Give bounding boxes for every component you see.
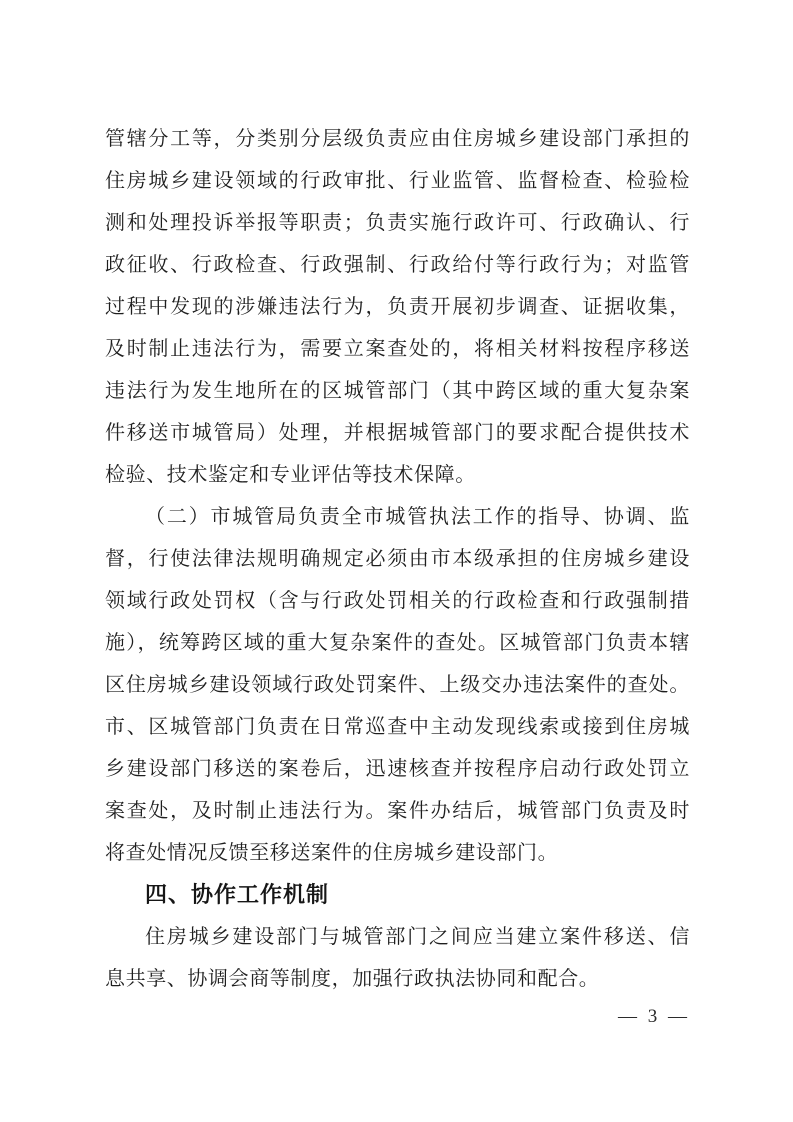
document-line: 过程中发现的涉嫌违法行为，负责开展初步调查、证据收集， xyxy=(105,296,690,318)
paragraph-cooperation-mechanism xyxy=(105,916,690,1000)
document-line: 检验、技术鉴定和专业评估等技术保障。 xyxy=(105,464,476,486)
document-line: 住房城乡建设部门与城管部门之间应当建立案件移送、信 xyxy=(145,926,690,948)
document-line: 件移送市城管局）处理，并根据城管部门的要求配合提供技术 xyxy=(105,422,690,444)
document-text-block xyxy=(105,118,690,1000)
document-line: 领域行政处罚权（含与行政处罚相关的行政检查和行政强制措 xyxy=(105,590,690,612)
document-line: 及时制止违法行为，需要立案查处的，将相关材料按程序移送 xyxy=(105,338,690,360)
paragraph-responsibilities xyxy=(105,118,690,496)
document-line: 市、区城管部门负责在日常巡查中主动发现线索或接到住房城 xyxy=(105,716,690,738)
document-line: （二）市城管局负责全市城管执法工作的指导、协调、监 xyxy=(145,506,690,528)
document-line: 案查处，及时制止违法行为。案件办结后，城管部门负责及时 xyxy=(105,800,690,822)
document-line: 将查处情况反馈至移送案件的住房城乡建设部门。 xyxy=(105,842,559,864)
document-line: 施），统筹跨区域的重大复杂案件的查处。区城管部门负责本辖 xyxy=(105,632,690,654)
document-line: 政征收、行政检查、行政强制、行政给付等行政行为；对监管 xyxy=(105,254,690,276)
section-heading: 四、协作工作机制 xyxy=(145,882,330,907)
document-line: 督，行使法律法规明确规定必须由市本级承担的住房城乡建设 xyxy=(105,548,690,570)
document-line: 管辖分工等，分类别分层级负责应由住房城乡建设部门承担的 xyxy=(105,128,690,150)
document-line: 息共享、协调会商等制度，加强行政执法协同和配合。 xyxy=(105,968,600,990)
document-line: 住房城乡建设领域的行政审批、行业监管、监督检查、检验检 xyxy=(105,170,690,192)
document-line: 违法行为发生地所在的区城管部门（其中跨区域的重大复杂案 xyxy=(105,380,690,402)
page-number: — 3 — xyxy=(618,1006,690,1027)
document-line: 区住房城乡建设领域行政处罚案件、上级交办违法案件的查处。 xyxy=(105,674,690,696)
document-line: 测和处理投诉举报等职责；负责实施行政许可、行政确认、行 xyxy=(105,212,690,234)
paragraph-city-bureau-duties xyxy=(105,496,690,874)
document-line: 乡建设部门移送的案卷后，迅速核查并按程序启动行政处罚立 xyxy=(105,758,690,780)
